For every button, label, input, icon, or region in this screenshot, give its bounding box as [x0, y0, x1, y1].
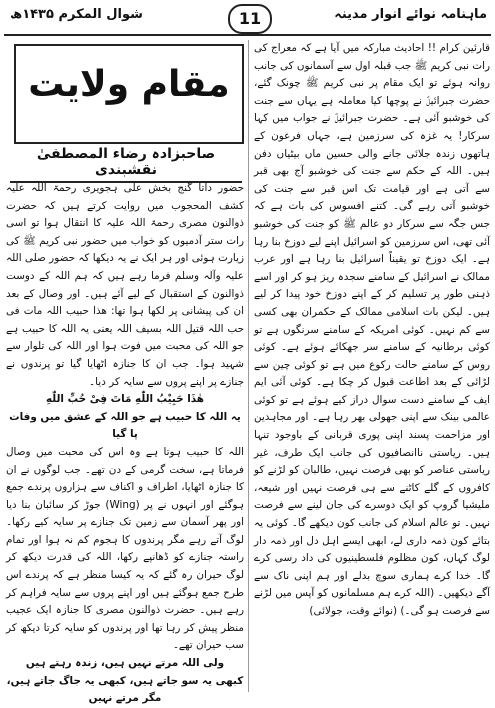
column-divider: [248, 40, 249, 692]
article-author: صاحبزادہ رضاء المصطفیٰ نقشبندی: [10, 146, 242, 183]
right-column-text: قارئین کرام !! احادیث مبارکہ میں آیا ہے کہ معراج کی رات نبی کریم ﷺ جب قبلہ اول سے آسمانوں کی جانب روانہ ہوئے تو ایک مقام پر نبی کریم ﷺ چونک گئے، حضرت جبرائیلؑ نے پوچھا کیا معاملہ ہے یہاں سے جنت کی خوشبو آئی ہے۔ حضرت جبرائیلؑ نے جواب میں کہا سرکار! یہ غزہ کی سرزمین ہے، جہاں فرعون کے ہاتھوں زندہ جلائی جانے والی حسین ماں بیٹیاں دفن ہیں۔ اللہ کے حکم سے جنت کی خوشبو آج بھی قبر سے آتی ہے اور قیامت تک اس قبر سے جنت کی خوشبو آتی رہے گی۔ کتنے افسوس کی بات ہے کہ جس جگہ سے سرکار دو عالم ﷺ کو جنت کی خوشبو آئی تھی، اس سرزمین کو اسرائیل اپنے لیے دوزخ بنا رہا ہے۔ ایک دوزخ تو یقیناً اسرائیل بنا رہا ہے اور عرب ممالک نے اسرائیل کے سامنے سجدہ ریز ہو کر اور اسے ذہنی طور پر تسلیم کر کے اپنے دوزخ خود پیدا کر لیے ہیں۔ لیکن بات اسلامی ممالک کے حکمران بھی کسی سے کم نہیں۔ کوئی امریکہ کے سامنے سرنگوں ہے تو کوئی برطانیہ کے سامنے سر جھکائے ہوئے ہے۔ کوئی روس کے سامنے حالت رکوع میں ہے تو کوئی چین سے لڑائی کے بعد اطاعت قبول کر چکا ہے۔ کوئی آئی ایم ایف کے سامنے دست سوال دراز کیے ہوئے ہے تو کوئی عالمی بینک سے اپنی جھولی بھر رہا ہے۔ اور مجاہدین اور مزاحمت پسند اپنی پوری قربانی کے باوجود تنہا ہیں۔ ریاستی ناانصافیوں کی جانب ایک طرف، غیر ریاستی عناصر کو بھی فرصت نہیں، طالبان کو لڑنے کو کافروں کے گلے کاٹنے سے ہی فرصت نہیں اور شیعہ، ملیشیا گروپ کو ایک دوسرے کی جان لینے سے فرصت نہیں۔ تو عالم اسلام کی جانب کون دیکھے گا۔ کوئی یہ بتائے کون ذمہ داری لے، ابھی ایسے اہل دل اور ذمہ دار لوگ کہاں، کون مظلوم فلسطینیوں کی داد رسی کرے گا۔ خدا کرے ہماری سوچ بدلے اور ہم اپنی ناک سے آگے دیکھیں۔ (اللہ کرے ہم مسلمانوں کو آپس میں لڑنے سے فرصت ہو گی۔) (نوائے وقت، جولائی): [254, 42, 490, 617]
page-header: [4, 4, 491, 36]
closing-line-2: کبھی یہ سو جاتے ہیں، کبھی یہ جاگ جاتے ہیں، مگر مرتے نہیں: [6, 674, 244, 705]
magazine-name: ماہنامہ نوائے انوار مدینہ: [334, 7, 487, 22]
right-column: [254, 40, 490, 694]
intro-paragraph: حضور داتا گنج بخش علی ہجویری رحمۃ اللہ علیہ کشف المحجوب میں روایت کرتے ہیں کہ حضرت ذوالنون مصری رحمۃ اللہ علیہ کا انتقال ہوا تو اسی رات ستر آدمیوں کو خواب میں حضور نبی کریم ﷺ کی زیارت ہوئی اور ہر ایک نے یہ دیکھا کہ حضور صلی اللہ علیہ وآلہ وسلم فرما رہے ہیں کہ ہم اللہ کے دوست ذوالنون کے استقبال کے لیے آئے ہیں۔ اور وصال کے بعد ان کی پیشانی پر لکھا ہوا تھا: هذا حبیب اللہ مات فی حب اللہ قتیل اللہ بسیف اللہ یعنی یہ اللہ کا حبیب ہے جو اللہ کی محبت میں فوت ہوا اور اللہ کی تلوار سے شہید ہوا۔ جب ان کا جنازہ اٹھایا گیا تو پرندوں نے جنازے پر اپنے پروں سے سایہ کر دیا۔: [6, 182, 244, 388]
issue-date: شوال المکرم ۱۴۳۵ھ: [10, 7, 143, 22]
article-title: مقام ولایت: [28, 64, 230, 105]
magazine-page: [4, 4, 491, 705]
page-number: 11: [228, 4, 272, 34]
title-box: [14, 44, 244, 144]
verse-translation: یہ اللہ کا حبیب ہے جو اللہ کے عشق میں وفات پا گیا: [9, 410, 241, 441]
body-paragraph: اللہ کا حبیب ہوتا ہے وہ اس کی محبت میں وصال فرماتا ہے، سخت گرمی کے دن تھے۔ جب لوگوں نے ان کا جنازہ اٹھایا، اطراف و اکناف سے ہزاروں پرندے جمع ہوگئے اور انہوں نے پر (Wing) جوڑ کر سائبان بنا دیا اور پھر آسمان سے زمین تک جنازے پر سایہ کیے رکھا۔ لوگ آتے رہے مگر پرندوں کا ہجوم کم نہ ہوا اور تمام راستہ جنازے کو ڈھانپے رکھا، اللہ کی قدرت دیکھ کر لوگ حیران رہ گئے کہ یہ کیسا منظر ہے کہ پرندے اس طرح جمع ہوگئے ہیں اور اپنے پروں سے سایہ فراہم کر رہے ہیں۔ حضرت ذوالنون مصری کا جنازہ ایک عجیب منظر پیش کر رہا تھا اور پرندوں کو سایہ کرتا دیکھ کر سب حیران تھے۔: [6, 445, 244, 652]
closing-line-1: ولی اللہ مرتے نہیں ہیں، زندہ رہتے ہیں: [25, 657, 225, 670]
left-column: [6, 180, 244, 705]
arabic-verse: هٰذَا حَبِيْبُ اللّٰهِ مَاتَ فِىْ حُبِّ اللّٰهِ: [45, 393, 205, 406]
